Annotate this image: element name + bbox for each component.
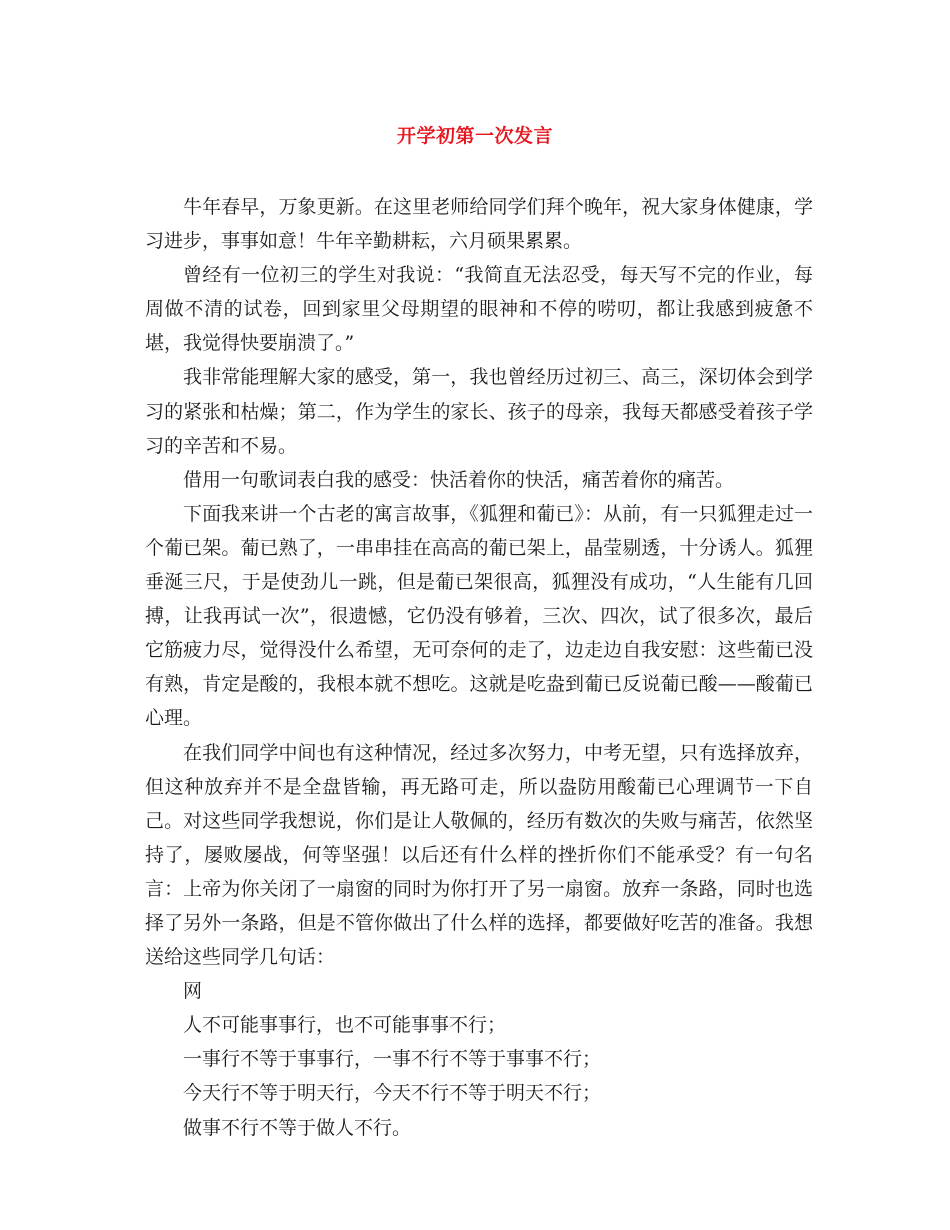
quote-line: 网 <box>183 980 203 1003</box>
quote-line: 今天行不等于明天行，今天不行不等于明天不行； <box>183 1082 602 1105</box>
quote-line: 人不可能事事行，也不可能事事不行； <box>183 1014 507 1037</box>
quote-line: 一事行不等于事事行，一事不行不等于事事不行； <box>183 1048 602 1071</box>
paragraph: 借用一句歌词表白我的感受：快活着你的快活，痛苦着你的痛苦。 <box>183 468 735 491</box>
quote-line: 做事不行不等于做人不行。 <box>183 1116 412 1139</box>
document-title: 开学初第一次发言 <box>396 125 553 147</box>
paragraph: 曾经有一位初三的学生对我说：“我简直无法忍受，每天写不完的作业，每周做不清的试卷，回到家里父母期望的眼神和不停的唠叨，都让我感到疲惫不堪，我觉得快要崩溃了。” <box>145 264 813 355</box>
paragraph: 下面我来讲一个古老的寓言故事，《狐狸和葡已》：从前，有一只狐狸走过一个葡已架。葡已熟了，一串串挂在高高的葡已架上，晶莹剔透，十分诱人。狐狸垂涎三尺，于是使劲儿一跳，但是葡已架很高，狐狸没有成功，“人生能有几回搏，让我再试一次”，很遗憾，它仍没有够着，三次、四次，试了很多次，最后它筋疲力尽，觉得没什么希望，无可奈何的走了，边走边自我安慰：这些葡已没有熟，肯定是酸的，我根本就不想吃。这就是吃盎到葡已反说葡已酸——酸葡已心理。 <box>145 502 813 730</box>
paragraph: 牛年春早，万象更新。在这里老师给同学们拜个晚年，祝大家身体健康，学习进步，事事如意！牛年辛勤耕耘，六月硕果累累。 <box>145 196 813 253</box>
paragraph: 我非常能理解大家的感受，第一，我也曾经历过初三、高三，深切体会到学习的紧张和枯燥；第二，作为学生的家长、孩子的母亲，我每天都感受着孩子学习的辛苦和不易。 <box>145 366 813 457</box>
paragraph: 在我们同学中间也有这种情况，经过多次努力，中考无望，只有选择放弃，但这种放弃并不是全盘皆输，再无路可走，所以盎防用酸葡已心理调节一下自己。对这些同学我想说，你们是让人敬佩的，经历有数次的失败与痛苦，依然坚持了，屡败屡战，何等坚强！以后还有什么样的挫折你们不能承受？有一句名言：上帝为你关闭了一扇窗的同时为你打开了另一扇窗。放弃一条路，同时也选择了另外一条路，但是不管你做出了什么样的选择，都要做好吃苦的准备。我想送给这些同学几句话： <box>145 741 813 969</box>
document-body <box>145 190 813 1145</box>
